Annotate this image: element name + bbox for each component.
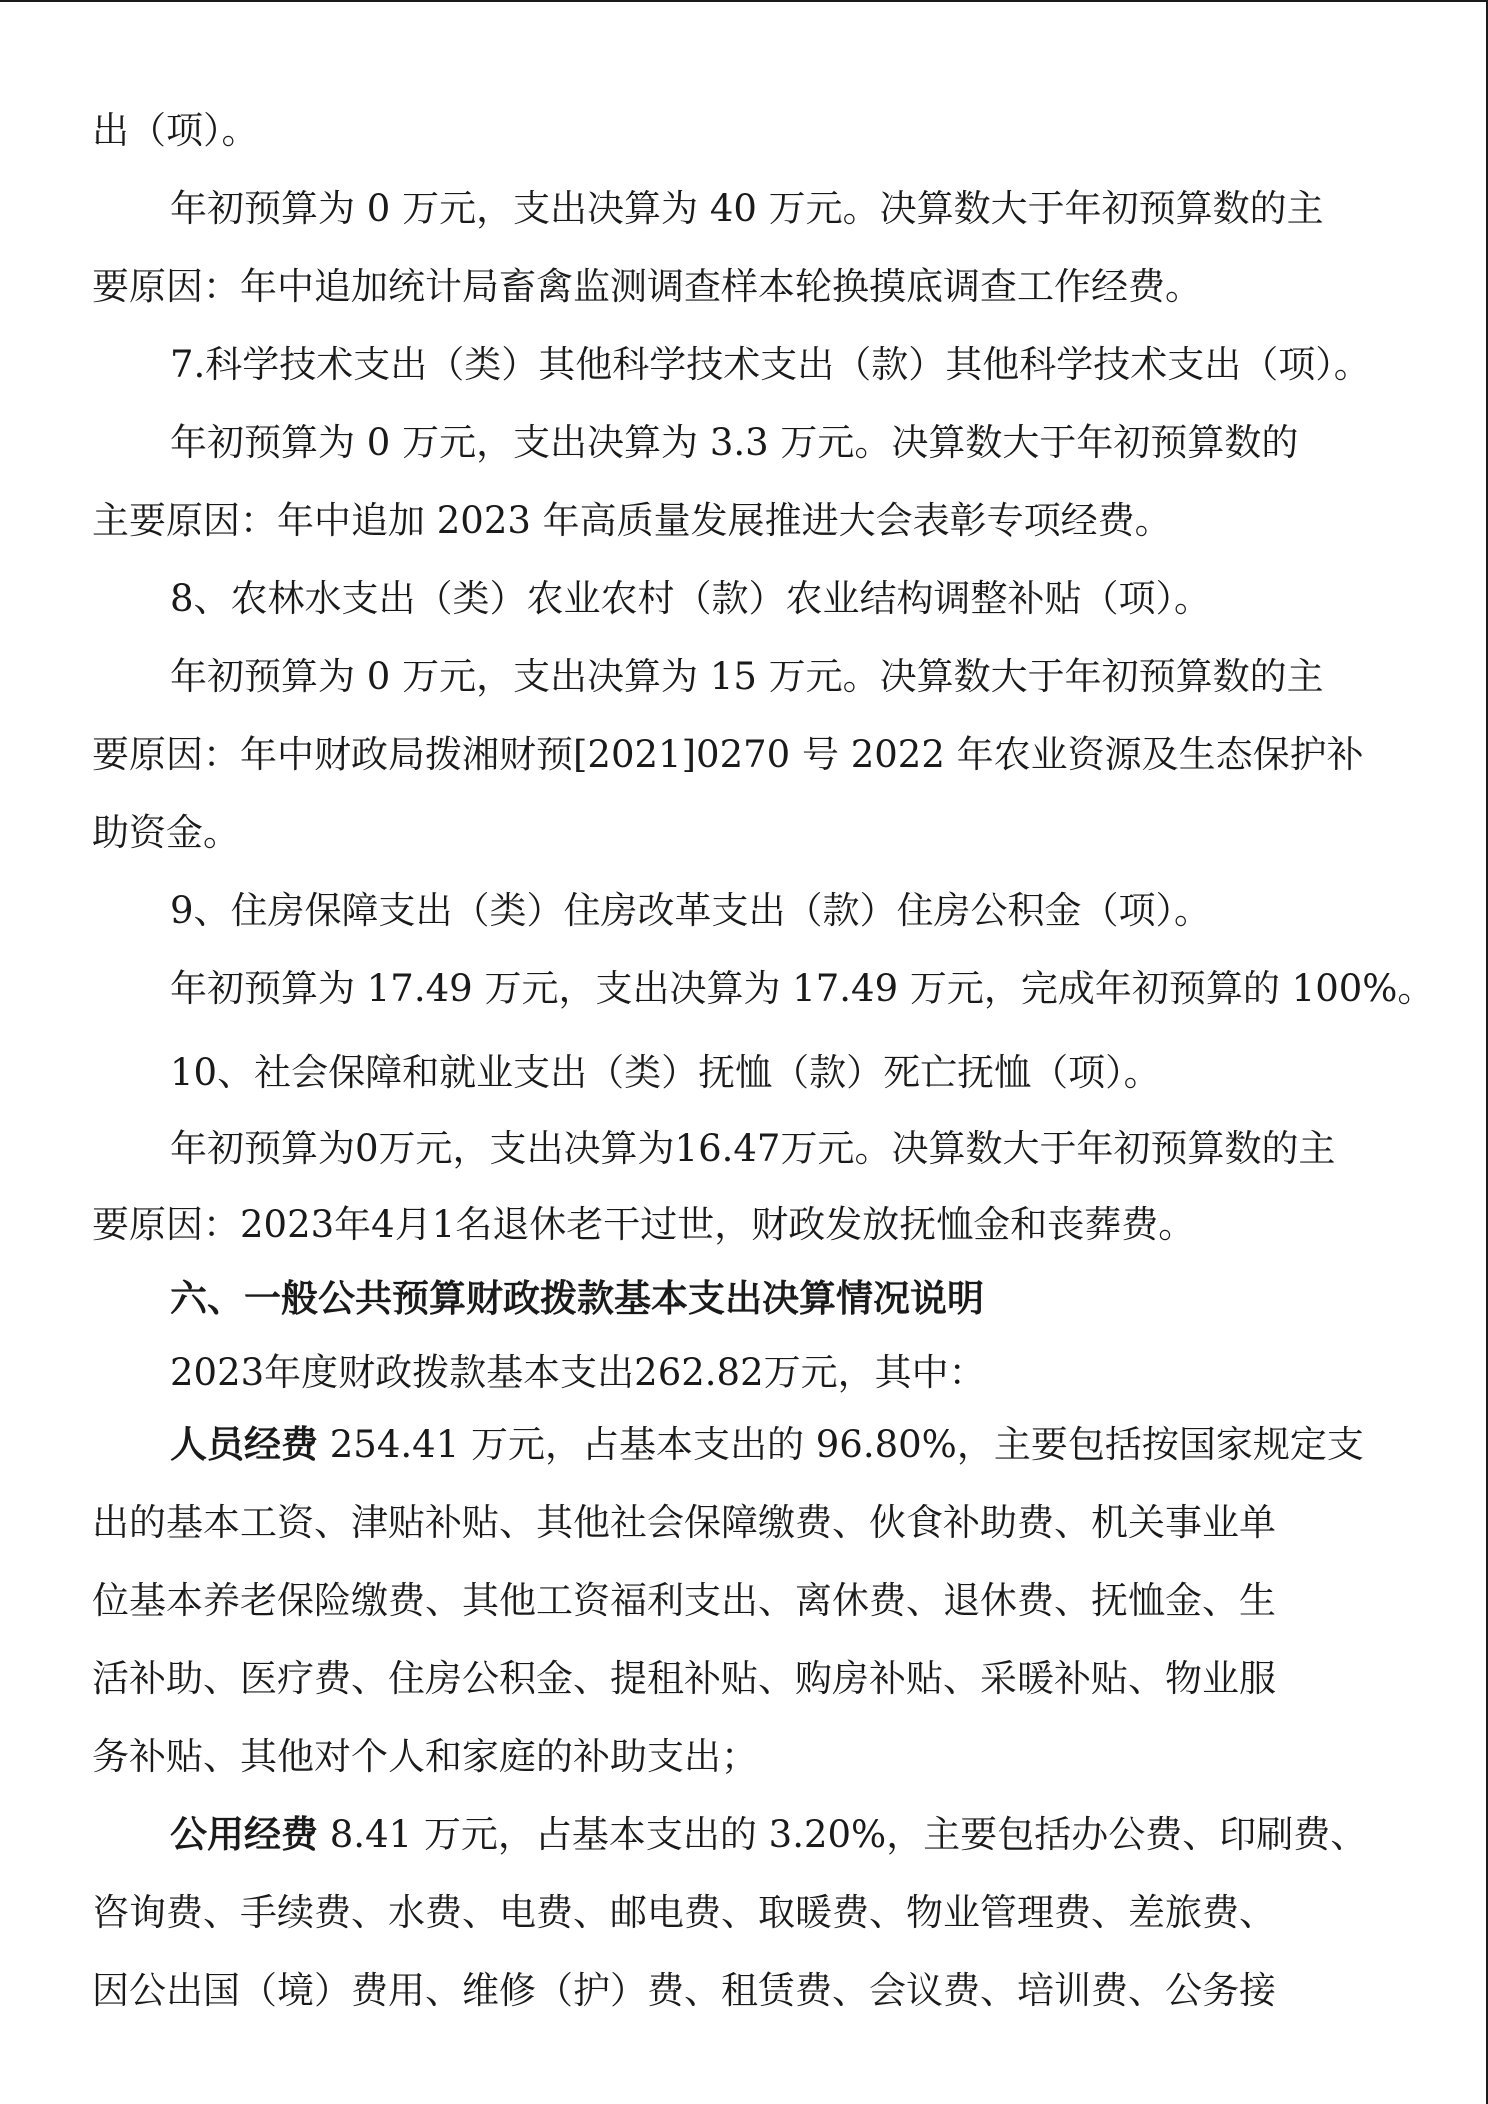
text-line-5: 年初预算为 0 万元，支出决算为 3.3 万元。决算数大于年初预算数的	[170, 421, 1299, 464]
text-line-8: 年初预算为 0 万元，支出决算为 15 万元。决算数大于年初预算数的主	[170, 655, 1324, 698]
text-line-15: 要原因：2023年4月1名退休老干过世，财政发放抚恤金和丧葬费。	[92, 1203, 1196, 1246]
text-line-1: 出（项）。	[92, 109, 259, 152]
personnel-expense-label: 人员经费	[170, 1423, 318, 1466]
text-line-24: 咨询费、手续费、水费、电费、邮电费、取暖费、物业管理费、差旅费、	[92, 1891, 1276, 1934]
text-line-2: 年初预算为 0 万元，支出决算为 40 万元。决算数大于年初预算数的主	[170, 187, 1324, 230]
public-expense-line	[170, 1810, 1367, 1860]
public-expense-text: 8.41 万元，占基本支出的 3.20%，主要包括办公费、印刷费、	[329, 1813, 1368, 1856]
text-line-25: 因公出国（境）费用、维修（护）费、租赁费、会议费、培训费、公务接	[92, 1969, 1276, 2012]
personnel-expense-text: 254.41 万元，占基本支出的 96.80%，主要包括按国家规定支	[329, 1423, 1364, 1466]
text-line-19: 出的基本工资、津贴补贴、其他社会保障缴费、伙食补助费、机关事业单	[92, 1501, 1276, 1544]
text-line-9: 要原因：年中财政局拨湘财预[2021]0270 号 2022 年农业资源及生态保护补	[92, 733, 1364, 776]
public-expense-label: 公用经费	[170, 1813, 318, 1856]
text-line-6: 主要原因：年中追加 2023 年高质量发展推进大会表彰专项经费。	[92, 499, 1172, 542]
text-line-13: 10、社会保障和就业支出（类）抚恤（款）死亡抚恤（项）。	[170, 1051, 1161, 1094]
text-line-22: 务补贴、其他对个人和家庭的补助支出；	[92, 1735, 758, 1778]
text-line-20: 位基本养老保险缴费、其他工资福利支出、离休费、退休费、抚恤金、生	[92, 1579, 1276, 1622]
text-line-12: 年初预算为 17.49 万元，支出决算为 17.49 万元，完成年初预算的 100%。	[170, 967, 1435, 1010]
text-line-10: 助资金。	[92, 811, 240, 854]
text-line-7: 8、农林水支出（类）农业农村（款）农业结构调整补贴（项）。	[170, 577, 1212, 620]
section-heading: 六、一般公共预算财政拨款基本支出决算情况说明	[170, 1277, 984, 1320]
text-line-4: 7.科学技术支出（类）其他科学技术支出（款）其他科学技术支出（项）。	[170, 343, 1371, 386]
text-line-21: 活补助、医疗费、住房公积金、提租补贴、购房补贴、采暖补贴、物业服	[92, 1657, 1276, 1700]
text-line-11: 9、住房保障支出（类）住房改革支出（款）住房公积金（项）。	[170, 889, 1212, 932]
text-line-14: 年初预算为0万元，支出决算为16.47万元。决算数大于年初预算数的主	[170, 1127, 1336, 1170]
text-line-3: 要原因：年中追加统计局畜禽监测调查样本轮换摸底调查工作经费。	[92, 265, 1202, 308]
text-line-17: 2023年度财政拨款基本支出262.82万元，其中：	[170, 1351, 986, 1394]
personnel-expense-line	[170, 1420, 1364, 1470]
